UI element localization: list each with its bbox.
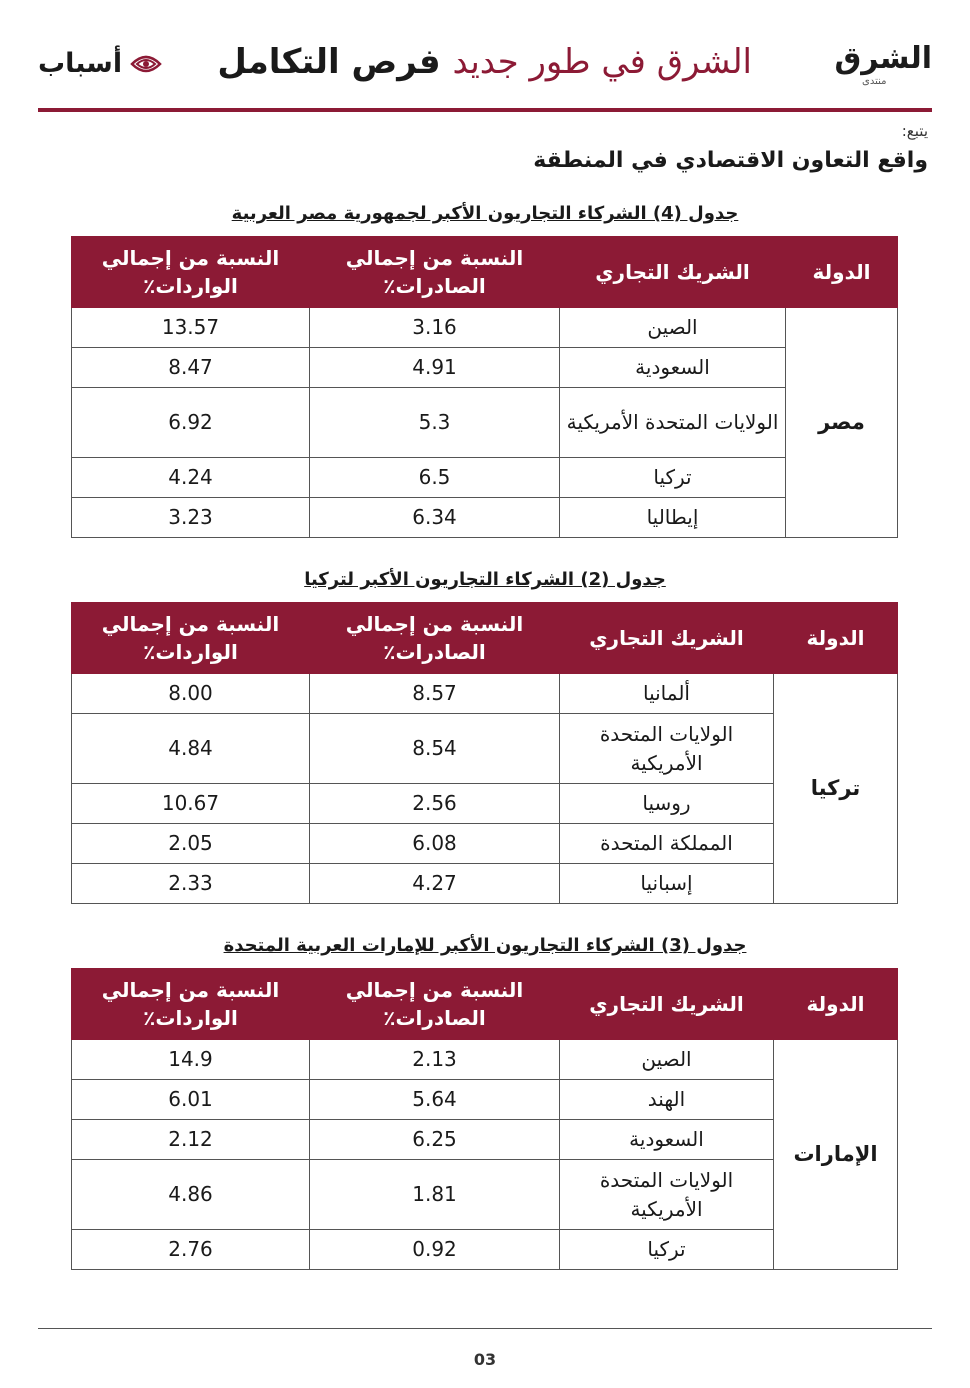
imports-cell: 6.92: [72, 388, 310, 458]
table-row: [72, 498, 898, 538]
section-title: واقع التعاون الاقتصادي في المنطقة: [533, 148, 928, 173]
partner-cell: الولايات المتحدة الأمريكية: [560, 1160, 774, 1230]
table-caption: جدول (2) الشركاء التجاريون الأكبر لتركيا: [304, 569, 666, 590]
country-cell: الإمارات: [774, 1040, 898, 1270]
table-caption: جدول (4) الشركاء التجاريون الأكبر لجمهورية مصر العربية: [231, 203, 739, 224]
column-header-partner: الشريك التجاري: [560, 969, 774, 1040]
table-header-row: [72, 969, 898, 1040]
page-number: 03: [473, 1350, 497, 1369]
column-header-partner: الشريك التجاري: [560, 237, 786, 308]
data-table: [71, 602, 898, 904]
imports-cell: 8.00: [72, 674, 310, 714]
column-header-country: الدولة: [774, 603, 898, 674]
exports-cell: 6.34: [310, 498, 560, 538]
asbab-logo-label: أسباب: [38, 48, 123, 79]
exports-cell: 5.64: [310, 1080, 560, 1120]
exports-cell: 6.25: [310, 1120, 560, 1160]
data-table: [71, 968, 898, 1270]
column-header-country: الدولة: [774, 969, 898, 1040]
exports-cell: 2.56: [310, 784, 560, 824]
logo-sub-text: منتدى: [862, 76, 887, 87]
trade-partners-table-egypt: [72, 202, 898, 538]
imports-cell: 2.12: [72, 1120, 310, 1160]
partner-cell: الصين: [560, 308, 786, 348]
partner-cell: السعودية: [560, 348, 786, 388]
country-cell: مصر: [786, 308, 898, 538]
column-header-imports: النسبة من إجمالي الواردات٪: [72, 969, 310, 1040]
table-row: [72, 1040, 898, 1080]
partner-cell: إسبانيا: [560, 864, 774, 904]
exports-cell: 4.27: [310, 864, 560, 904]
imports-cell: 2.76: [72, 1230, 310, 1270]
table-row: [72, 348, 898, 388]
imports-cell: 6.01: [72, 1080, 310, 1120]
table-caption: جدول (3) الشركاء التجاريون الأكبر للإمارات العربية المتحدة: [223, 935, 747, 956]
table-row: [72, 458, 898, 498]
table-header-row: [72, 237, 898, 308]
eye-icon: [130, 54, 162, 74]
exports-cell: 6.08: [310, 824, 560, 864]
partner-cell: الهند: [560, 1080, 774, 1120]
partner-cell: روسيا: [560, 784, 774, 824]
title-red-part: الشرق في طور جديد: [452, 42, 752, 82]
exports-cell: 4.91: [310, 348, 560, 388]
page-header: [38, 30, 932, 110]
imports-cell: 8.47: [72, 348, 310, 388]
continued-label: يتبع:: [901, 122, 928, 140]
partner-cell: إيطاليا: [560, 498, 786, 538]
column-header-exports: النسبة من إجمالي الصادرات٪: [310, 969, 560, 1040]
trade-partners-table-uae: [72, 934, 898, 1270]
column-header-imports: النسبة من إجمالي الواردات٪: [72, 237, 310, 308]
imports-cell: 4.24: [72, 458, 310, 498]
imports-cell: 13.57: [72, 308, 310, 348]
imports-cell: 14.9: [72, 1040, 310, 1080]
table-row: [72, 308, 898, 348]
imports-cell: 3.23: [72, 498, 310, 538]
imports-cell: 2.05: [72, 824, 310, 864]
exports-cell: 2.13: [310, 1040, 560, 1080]
partner-cell: الولايات المتحدة الأمريكية: [560, 714, 774, 784]
column-header-exports: النسبة من إجمالي الصادرات٪: [310, 237, 560, 308]
imports-cell: 2.33: [72, 864, 310, 904]
country-cell: تركيا: [774, 674, 898, 904]
table-header-row: [72, 603, 898, 674]
partner-cell: ألمانيا: [560, 674, 774, 714]
title-dark-part: فرص التكامل: [217, 42, 441, 82]
partner-cell: المملكة المتحدة: [560, 824, 774, 864]
exports-cell: 6.5: [310, 458, 560, 498]
data-table: [71, 236, 898, 538]
page-title: [217, 42, 752, 82]
table-row: [72, 674, 898, 714]
table-row: [72, 388, 898, 458]
partner-cell: تركيا: [560, 1230, 774, 1270]
asharq-forum-logo: [834, 41, 932, 87]
imports-cell: 4.86: [72, 1160, 310, 1230]
header-divider: [38, 108, 932, 112]
partner-cell: الولايات المتحدة الأمريكية: [560, 388, 786, 458]
partner-cell: السعودية: [560, 1120, 774, 1160]
column-header-exports: النسبة من إجمالي الصادرات٪: [310, 603, 560, 674]
column-header-country: الدولة: [786, 237, 898, 308]
exports-cell: 8.57: [310, 674, 560, 714]
exports-cell: 0.92: [310, 1230, 560, 1270]
partner-cell: تركيا: [560, 458, 786, 498]
column-header-imports: النسبة من إجمالي الواردات٪: [72, 603, 310, 674]
exports-cell: 8.54: [310, 714, 560, 784]
logo-main-text: الشرق: [834, 41, 932, 76]
exports-cell: 1.81: [310, 1160, 560, 1230]
trade-partners-table-turkey: [72, 568, 898, 904]
imports-cell: 4.84: [72, 714, 310, 784]
partner-cell: الصين: [560, 1040, 774, 1080]
column-header-partner: الشريك التجاري: [560, 603, 774, 674]
imports-cell: 10.67: [72, 784, 310, 824]
exports-cell: 3.16: [310, 308, 560, 348]
footer-divider: [38, 1328, 932, 1329]
asbab-logo: [38, 48, 162, 79]
exports-cell: 5.3: [310, 388, 560, 458]
